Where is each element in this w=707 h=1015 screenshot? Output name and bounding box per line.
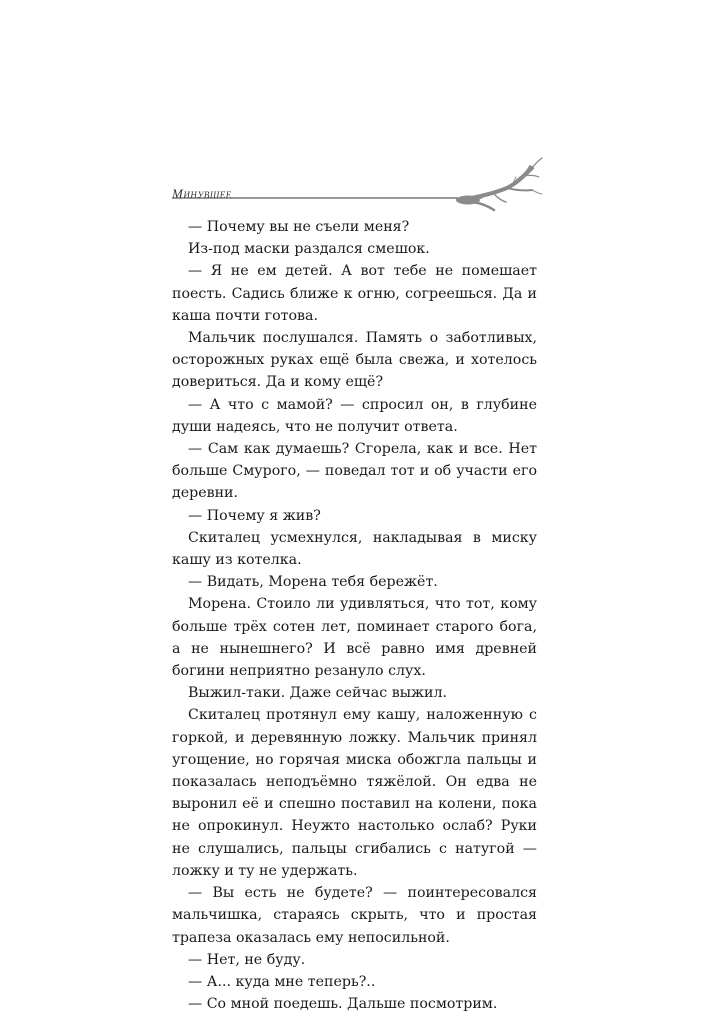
paragraph: — А... куда мне теперь?.. (188, 973, 376, 990)
paragraph: — А что с мамой? — спросил он, в глубине души надеясь, что не получит ответа. (172, 396, 537, 435)
paragraph: Морена. Стоило ли удивляться, что тот, кому больше трёх сотен лет, поминает старого бога, а не нынешнего? И всё равно имя древней богини неприятно резануло слух. (172, 596, 537, 680)
paragraph: — Почему вы не съели меня? (188, 219, 410, 235)
paragraph: — Со мной поедешь. Дальше посмотрим. (188, 996, 498, 1013)
running-title: Минувшее (172, 186, 232, 201)
paragraph: Скиталец протянул ему кашу, наложенную с горкой, и деревянную ложку. Мальчик принял угощение, но горячая миска обожгла пальцы и показалась неподъёмно тяжёлой. Он едва не выронил её и спешно поставил на колени, пока не опрокинул. Неужто настолько ослаб? Руки не слушались, пальцы сгибались с натугой — ложку и ту не удержать. (172, 707, 537, 879)
branch-ornament-icon (172, 150, 552, 220)
paragraph: Из-под маски раздался смешок. (188, 241, 430, 258)
paragraph: Мальчик послушался. Память о заботливых, осторожных руках ещё была свежа, и хотелось довериться. Да и кому ещё? (172, 330, 537, 391)
paragraph: — Нет, не буду. (188, 951, 306, 968)
paragraph: — Я не ем детей. А вот тебе не помешает поесть. Садись ближе к огню, согреешься. Да и каша почти готова. (172, 263, 537, 324)
page-header (172, 150, 552, 220)
body-text (172, 216, 537, 1015)
paragraph: — Видать, Морена тебя бережёт. (188, 574, 438, 591)
paragraph: Выжил-таки. Даже сейчас выжил. (188, 685, 448, 702)
paragraph: — Вы есть не будете? — поинтересовался мальчишка, стараясь скрыть, что и простая трапеза оказалась ему непосильной. (172, 885, 537, 946)
paragraph: — Сам как думаешь? Сгорела, как и все. Нет больше Смурого, — поведал тот и об участи его деревни. (172, 441, 537, 502)
paragraph: — Почему я жив? (188, 507, 321, 524)
paragraph: Скиталец усмехнулся, накладывая в миску кашу из котелка. (172, 529, 537, 569)
